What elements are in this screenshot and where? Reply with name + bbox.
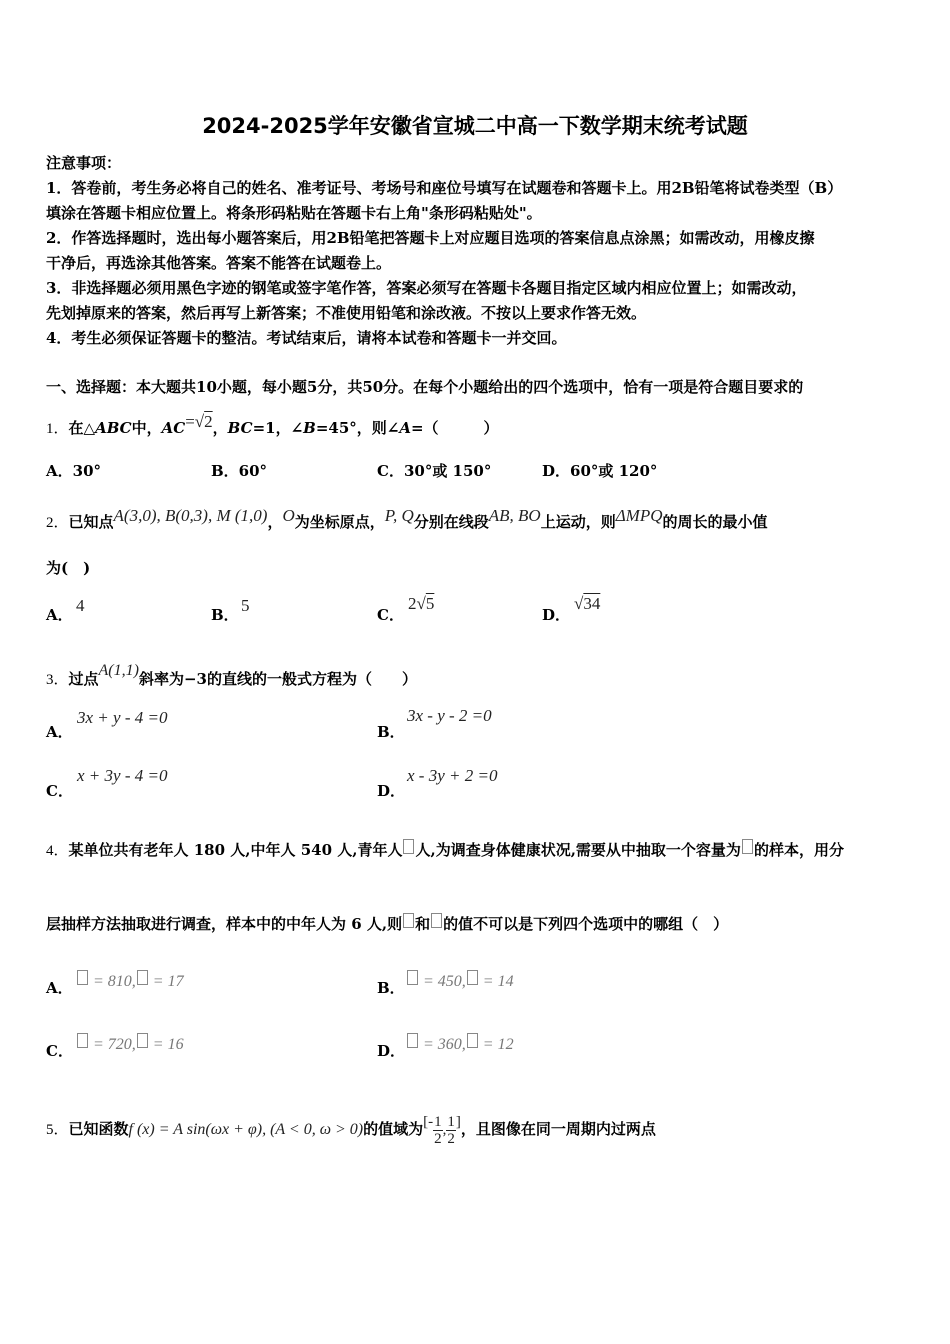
notice-line: 填涂在答题卡相应位置上。将条形码粘贴在答题卡右上角"条形码粘贴处"。 <box>46 204 542 222</box>
option-b-value: 3x - y - 2 =0 <box>407 706 492 725</box>
question-2-line2: 为( ) <box>46 559 91 577</box>
question-5: 5．已知函数f (x) = A sin(ωx + φ), (A < 0, ω > 0)的值域为[- $\frac{1}{2}$ , $\frac{1}{2}$ ]，且图像在同一周期内过两点 <box>46 1113 656 1147</box>
section-heading: 一、选择题：本大题共10小题，每小题5分，共50分。在每个小题给出的四个选项中，恰有一项是符合题目要求的 <box>46 378 804 396</box>
option-b-value: = 450, = 14 <box>406 970 514 991</box>
option-a: A．30° <box>46 462 102 480</box>
question-number: 4． <box>46 843 69 859</box>
option-b: B． <box>211 606 239 624</box>
question-number: 2． <box>46 515 69 531</box>
option-c: C． <box>377 606 404 624</box>
option-a-value: 3x + y - 4 =0 <box>77 708 168 727</box>
question-4: 4．某单位共有老年人 180 人,中年人 540 人,青年人 人,为调查身体健康状况,需要从中抽取一个容量为 的样本，用分 <box>46 841 844 859</box>
option-a: A． <box>46 723 73 741</box>
option-c: C． <box>46 1042 73 1060</box>
notice-line: 1．答卷前，考生务必将自己的姓名、准考证号、考场号和座位号填写在试题卷和答题卡上。用2B铅笔将试卷类型（B） <box>46 179 843 197</box>
option-d: D． <box>542 606 571 624</box>
option-a-value: = 810, = 17 <box>76 970 184 991</box>
option-b-value: 5 <box>241 596 250 615</box>
question-number: 3． <box>46 672 69 688</box>
placeholder-box <box>431 913 442 928</box>
option-b: B．60° <box>211 462 268 480</box>
question-2: 2．已知点A(3,0), B(0,3), M (1,0)，O为坐标原点，P, Q分别在线段AB, BO上运动，则ΔMPQ的周长的最小值 <box>46 506 768 531</box>
question-1: 1．在△ABC中，AC=√2，BC=1，∠B=45°，则∠A=（ ） <box>46 412 499 437</box>
notice-line: 先划掉原来的答案，然后再写上新答案；不准使用铅笔和涂改液。不按以上要求作答无效。 <box>46 304 647 322</box>
page-title: 2024-2025学年安徽省宣城二中高一下数学期末统考试题 <box>202 114 748 138</box>
question-3: 3．过点A(1,1)斜率为−3的直线的一般式方程为（ ） <box>46 662 417 688</box>
notice-line: 3．非选择题必须用黑色字迹的钢笔或签字笔作答，答案必须写在答题卡各题目指定区域内相应位置上；如需改动， <box>46 279 807 297</box>
option-a-value: 4 <box>76 596 85 615</box>
option-b: B． <box>377 723 405 741</box>
option-d: D． <box>377 782 406 800</box>
fraction: $\frac{1}{2}$ <box>434 1113 442 1147</box>
placeholder-box <box>742 839 753 854</box>
option-d: D． <box>377 1042 406 1060</box>
question-number: 1． <box>46 421 69 437</box>
option-c-value: = 720, = 16 <box>76 1033 184 1054</box>
option-d: D．60°或 120° <box>542 462 658 480</box>
placeholder-box <box>403 913 414 928</box>
notice-line: 4．考生必须保证答题卡的整洁。考试结束后，请将本试卷和答题卡一并交回。 <box>46 329 567 347</box>
fraction: $\frac{1}{2}$ <box>447 1113 455 1147</box>
option-a: A． <box>46 979 73 997</box>
notice-line: 2．作答选择题时，选出每小题答案后，用2B铅笔把答题卡上对应题目选项的答案信息点涂黑；如需改动，用橡皮擦 <box>46 229 815 247</box>
option-b: B． <box>377 979 405 997</box>
placeholder-box <box>403 839 414 854</box>
option-c-value: x + 3y - 4 =0 <box>77 766 168 785</box>
question-number: 5． <box>46 1122 69 1138</box>
option-c-value: 2√5 <box>408 594 435 613</box>
notice-line: 干净后，再选涂其他答案。答案不能答在试题卷上。 <box>46 254 392 272</box>
option-d-value: √34 <box>574 594 601 613</box>
option-d-value: = 360, = 12 <box>406 1033 514 1054</box>
option-d-value: x - 3y + 2 =0 <box>407 766 498 785</box>
option-c: C． <box>46 782 73 800</box>
option-a: A． <box>46 606 73 624</box>
question-4-line2: 层抽样方法抽取进行调查，样本中的中年人为 6 人,则 和 的值不可以是下列四个选项中的哪组（ ） <box>46 915 729 933</box>
option-c: C．30°或 150° <box>377 462 492 480</box>
notice-heading: 注意事项： <box>46 154 122 172</box>
